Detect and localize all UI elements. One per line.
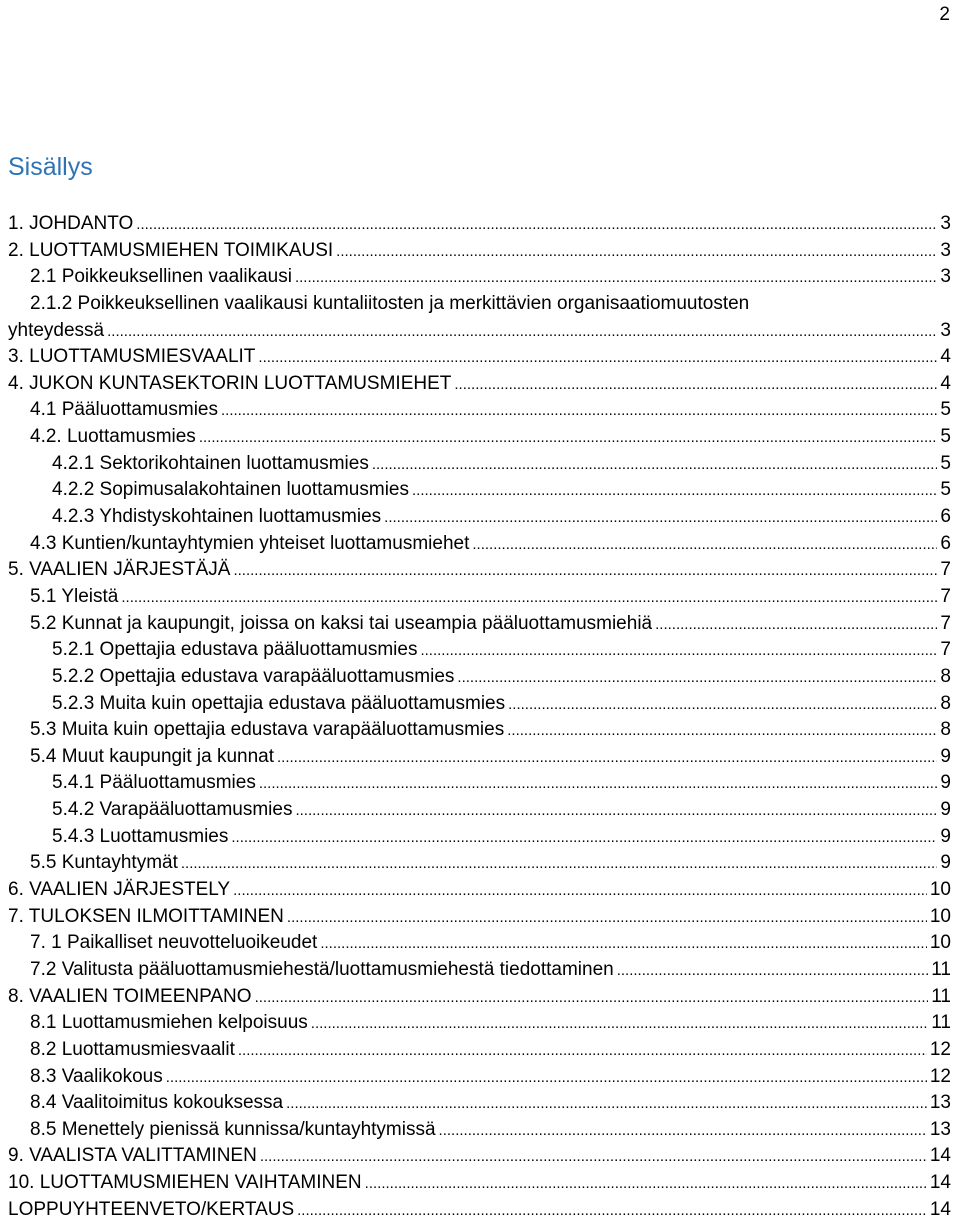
toc-entry-text: 7. 1 Paikalliset neuvotteluoikeudet <box>30 932 318 954</box>
toc-entry-page: 6 <box>940 532 951 554</box>
toc-entry-page: 4 <box>940 372 951 394</box>
toc-entry-text: 2. LUOTTAMUSMIEHEN TOIMIKAUSI <box>8 239 334 261</box>
toc-entry[interactable] <box>8 1090 951 1117</box>
toc-entry-text: 4.3 Kuntien/kuntayhtymien yhteiset luottamusmiehet <box>30 532 470 554</box>
toc-entry-page: 12 <box>929 1038 951 1060</box>
toc-leader-dots <box>199 425 938 452</box>
toc-leader-dots <box>255 985 929 1012</box>
toc-entry-continuation <box>8 318 951 345</box>
toc-leader-dots <box>121 585 937 612</box>
toc-entry-page: 10 <box>929 905 951 927</box>
toc-entry[interactable] <box>8 291 951 344</box>
toc-entry-page: 14 <box>929 1172 951 1194</box>
toc-entry-text: 10. LUOTTAMUSMIEHEN VAIHTAMINEN <box>8 1172 362 1194</box>
toc-leader-dots <box>457 665 937 692</box>
toc-leader-dots <box>287 905 927 932</box>
toc-leader-dots <box>372 452 938 479</box>
toc-entry-text: 5.2.3 Muita kuin opettajia edustava pääluottamusmies <box>52 692 506 714</box>
toc-leader-dots <box>107 319 937 346</box>
toc-entry[interactable] <box>8 637 951 664</box>
toc-entry[interactable] <box>8 531 951 558</box>
toc-leader-dots <box>221 398 937 425</box>
toc-entry-page: 3 <box>940 319 951 341</box>
toc-entry[interactable] <box>8 1037 951 1064</box>
toc-leader-dots <box>231 825 937 852</box>
toc-entry-text: 2.1 Poikkeuksellinen vaalikausi <box>30 266 292 288</box>
toc-entry-page: 3 <box>940 239 951 261</box>
toc-entry-page: 13 <box>929 1092 951 1114</box>
toc-entry-page: 10 <box>929 932 951 954</box>
toc-entry[interactable] <box>8 1143 951 1170</box>
toc-entry[interactable] <box>8 611 951 638</box>
toc-entry-text: 5.2.1 Opettajia edustava pääluottamusmies <box>52 639 418 661</box>
toc-entry[interactable] <box>8 850 951 877</box>
toc-entry-text: 4.2.3 Yhdistyskohtainen luottamusmies <box>52 506 382 528</box>
toc-leader-dots <box>617 958 929 985</box>
toc-entry-text: 8.5 Menettely pienissä kunnissa/kuntayhtymissä <box>30 1118 436 1140</box>
page-number: 2 <box>939 4 950 25</box>
toc-leader-dots <box>233 558 937 585</box>
toc-entry-page: 11 <box>931 958 951 980</box>
toc-entry[interactable] <box>8 1170 951 1197</box>
toc-entry-text: 4.2.1 Sektorikohtainen luottamusmies <box>52 452 369 474</box>
toc-leader-dots <box>320 931 927 958</box>
toc-entry-text: LOPPUYHTEENVETO/KERTAUS <box>8 1198 295 1220</box>
toc-entry[interactable] <box>8 211 951 238</box>
toc-entry-page: 8 <box>940 665 951 687</box>
toc-entry-page: 12 <box>929 1065 951 1087</box>
toc-entry-page: 5 <box>940 452 951 474</box>
toc-leader-dots <box>295 798 937 825</box>
toc-entry[interactable] <box>8 957 951 984</box>
toc-entry-text: 7.2 Valitusta pääluottamusmiehestä/luottamusmiehestä tiedottaminen <box>30 958 614 980</box>
toc-entry-text: 5.4.1 Pääluottamusmies <box>52 772 256 794</box>
toc-entry-page: 7 <box>940 639 951 661</box>
toc-entry-text: 8.2 Luottamusmiesvaalit <box>30 1038 235 1060</box>
toc-entry-text: yhteydessä <box>8 319 105 341</box>
toc-entry-text: 6. VAALIEN JÄRJESTELY <box>8 879 231 901</box>
toc-entry-page: 8 <box>940 692 951 714</box>
toc-entry[interactable] <box>8 717 951 744</box>
toc-entry-page: 6 <box>940 506 951 528</box>
toc-entry-page: 3 <box>940 266 951 288</box>
toc-entry-page: 5 <box>940 479 951 501</box>
toc-entry-text: 4.2.2 Sopimusalakohtainen luottamusmies <box>52 479 409 501</box>
toc-entry[interactable] <box>8 1117 951 1144</box>
toc-leader-dots <box>439 1118 927 1145</box>
toc-leader-dots <box>260 1144 927 1171</box>
toc-leader-dots <box>238 1038 927 1065</box>
toc-entry[interactable] <box>8 397 951 424</box>
toc-entry-text: 5.4.3 Luottamusmies <box>52 825 229 847</box>
toc-entry[interactable] <box>8 691 951 718</box>
toc-entry-page: 5 <box>940 426 951 448</box>
toc-leader-dots <box>508 692 937 719</box>
toc-entry-page: 7 <box>940 612 951 634</box>
toc-entry[interactable] <box>8 264 951 291</box>
toc-entry-text: 7. TULOKSEN ILMOITTAMINEN <box>8 905 284 927</box>
toc-entry-page: 11 <box>931 1012 951 1034</box>
toc-leader-dots <box>311 1011 928 1038</box>
toc-entry-text: 4.1 Pääluottamusmies <box>30 399 218 421</box>
toc-entry-page: 9 <box>940 799 951 821</box>
toc-leader-dots <box>297 1198 927 1224</box>
toc-entry[interactable] <box>8 664 951 691</box>
toc-entry-text: 5.4 Muut kaupungit ja kunnat <box>30 745 275 767</box>
toc-entry[interactable] <box>8 424 951 451</box>
toc-leader-dots <box>412 478 937 505</box>
toc-entry[interactable] <box>8 344 951 371</box>
toc-entry-text: 4.2. Luottamusmies <box>30 426 196 448</box>
toc-entry-page: 3 <box>940 213 951 234</box>
toc-entry-page: 8 <box>940 719 951 741</box>
toc-leader-dots <box>259 771 938 798</box>
toc-entry-page: 4 <box>940 346 951 368</box>
toc-entry-text: 5. VAALIEN JÄRJESTÄJÄ <box>8 559 231 581</box>
toc-entry[interactable] <box>8 904 951 931</box>
toc-leader-dots <box>258 345 937 372</box>
toc-leader-dots <box>336 239 937 266</box>
toc-entry-text: 4. JUKON KUNTASEKTORIN LUOTTAMUSMIEHET <box>8 372 452 394</box>
toc-entry-text: 8.4 Vaalitoimitus kokouksessa <box>30 1092 284 1114</box>
toc-entry-text: 8.1 Luottamusmiehen kelpoisuus <box>30 1012 308 1034</box>
toc-entry[interactable] <box>8 584 951 611</box>
toc-entry-text: 5.3 Muita kuin opettajia edustava varapääluottamusmies <box>30 719 505 741</box>
toc-entry-text: 5.4.2 Varapääluottamusmies <box>52 799 293 821</box>
toc-entry-text: 5.1 Yleistä <box>30 585 119 607</box>
toc-entry-page: 7 <box>940 585 951 607</box>
toc-leader-dots <box>233 878 927 905</box>
toc-entry-text: 1. JOHDANTO <box>8 213 134 234</box>
toc-leader-dots <box>181 851 938 878</box>
toc-leader-dots <box>454 372 937 399</box>
toc-entry-page: 9 <box>940 772 951 794</box>
toc-entry[interactable] <box>8 451 951 478</box>
toc-entry[interactable] <box>8 744 951 771</box>
toc-entry-text: 5.2 Kunnat ja kaupungit, joissa on kaksi tai useampia pääluottamusmiehiä <box>30 612 653 634</box>
toc-entry[interactable] <box>8 477 951 504</box>
toc-entry-page: 10 <box>929 879 951 901</box>
toc-entry-page: 9 <box>940 745 951 767</box>
toc-entry-page: 13 <box>929 1118 951 1140</box>
toc-entry-page: 7 <box>940 559 951 581</box>
toc-entry-page: 9 <box>940 825 951 847</box>
toc-entry[interactable] <box>8 797 951 824</box>
toc-leader-dots <box>472 532 937 559</box>
toc-entry-text: 2.1.2 Poikkeuksellinen vaalikausi kuntaliitosten ja merkittävien organisaatiomuutosten <box>30 292 750 314</box>
toc-entry[interactable] <box>8 877 951 904</box>
toc-entry[interactable] <box>8 1064 951 1091</box>
toc-entry-text: 9. VAALISTA VALITTAMINEN <box>8 1145 257 1167</box>
toc-leader-dots <box>136 212 937 239</box>
toc-title: Sisällys <box>8 153 93 181</box>
toc-entry-text: 8.3 Vaalikokous <box>30 1065 163 1087</box>
toc-leader-dots <box>166 1065 927 1092</box>
toc-leader-dots <box>277 745 937 772</box>
toc-entry[interactable] <box>8 238 951 265</box>
toc-entry[interactable] <box>8 504 951 531</box>
toc-entry[interactable] <box>8 557 951 584</box>
table-of-contents <box>8 211 951 1223</box>
toc-entry-page: 9 <box>940 852 951 874</box>
toc-leader-dots <box>507 718 937 745</box>
toc-leader-dots <box>655 612 937 639</box>
toc-entry-text: 3. LUOTTAMUSMIESVAALIT <box>8 346 256 368</box>
toc-entry-text: 5.5 Kuntayhtymät <box>30 852 178 874</box>
toc-leader-dots <box>365 1171 927 1198</box>
toc-leader-dots <box>420 638 937 665</box>
toc-entry-page: 11 <box>931 985 951 1007</box>
toc-entry-page: 14 <box>929 1198 951 1220</box>
toc-leader-dots <box>384 505 937 532</box>
toc-entry[interactable] <box>8 1010 951 1037</box>
toc-entry[interactable] <box>8 371 951 398</box>
toc-entry[interactable] <box>8 930 951 957</box>
toc-entry[interactable] <box>8 1197 951 1224</box>
toc-entry-page: 14 <box>929 1145 951 1167</box>
toc-leader-dots <box>295 265 937 292</box>
toc-leader-dots <box>286 1091 927 1118</box>
toc-entry-text: 5.2.2 Opettajia edustava varapääluottamusmies <box>52 665 455 687</box>
toc-entry[interactable] <box>8 984 951 1011</box>
toc-entry-page: 5 <box>940 399 951 421</box>
toc-entry[interactable] <box>8 824 951 851</box>
toc-entry-text: 8. VAALIEN TOIMEENPANO <box>8 985 252 1007</box>
toc-entry[interactable] <box>8 770 951 797</box>
